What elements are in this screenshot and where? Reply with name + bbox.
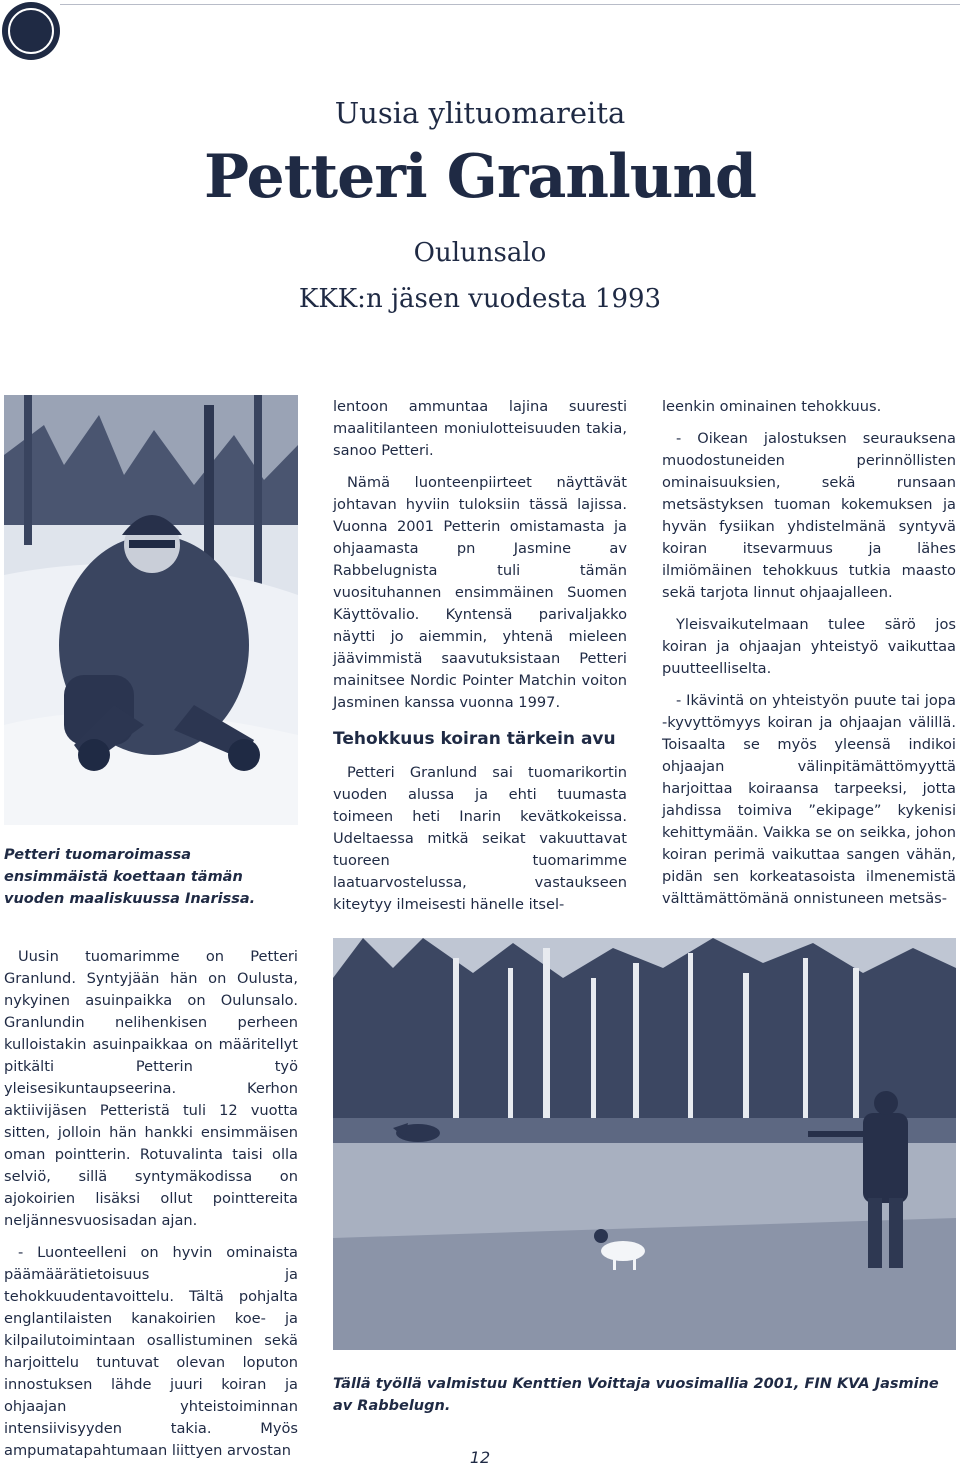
- paragraph: - Luonteelleni on hyvin ominaista päämäärätietoisuus ja tehokkuudentavoittelu. Tältä pohjalta englantilaisten kanakoirien koe- ja kilpailutoimintaan osallistuminen sekä harjoittelu tuntuvat olevan loputon innostuksen lähde juuri koiran ja ohjaajan yhteistoiminnan intensiivisyyden takia. Myös ampumatapahtumaan liittyen arvostan: [4, 1244, 298, 1459]
- paragraph: - Oikean jalostuksen seurauksena muodostuneiden perinnöllisten ominaisuuksien, sekä runsaan metsästyksen tuoman kokemuksen ja hyvän fysiikan yhdistelmänä syntyvä koiran itsevarmuus ja lähes ilmiömäinen tehokkuus tutkia maasto sekä tarjota linnut ohjaajalleen.: [662, 430, 956, 601]
- page-number: 12: [469, 1448, 491, 1467]
- paragraph: leenkin ominainen tehokkuus.: [662, 398, 882, 415]
- hunting-caption: Tällä työllä valmistuu Kenttien Voittaja vuosimallia 2001, FIN KVA Jasmine av Rabbelugn.: [333, 1376, 939, 1414]
- paragraph: Petteri Granlund sai tuomarikortin vuoden alussa ja ehti tuumasta toimeen heti Inarin kevätkokeissa. Udeltaessa mitkä seikat vakuuttavat tuoreen tuomarimme laatuarvostelussa, vastaukseen kiteytyy ilmeisesti hänelle itsel-: [333, 764, 627, 913]
- membership-subtitle: KKK:n jäsen vuodesta 1993: [298, 284, 662, 314]
- paragraph: - Ikävintä on yhteistyön puute tai jopa -kyvyttömyys koiran ja ohjaajan välillä. Toisaalta se myös yleensä indikoi ohjaajan välinpitämättömyyttä harjoittaa koiraansa tarpeeksi, jotta jahdissa toimiva ”ekipage” kykenisi kehittymään. Vaikka se on seikka, johon koiran perimä vaikuttaa sangen vähän, pidän sen korkeatasoista ilmenemistä välttämättömänä onnistuneen metsäs-: [662, 692, 956, 907]
- section-heading: Tehokkuus koiran tärkein avu: [333, 729, 616, 749]
- column-middle: [333, 396, 627, 926]
- paragraph: lentoon ammuntaa lajina suuresti maalitilanteen moniulotteisuuden takia, sanoo Petteri.: [333, 398, 627, 459]
- header-rule: [60, 4, 960, 5]
- hunting-scene-photo: [333, 938, 956, 1350]
- location-subtitle: Oulunsalo: [413, 238, 547, 268]
- judge-portrait-photo: [4, 395, 298, 825]
- article-title: Petteri Granlund: [204, 142, 756, 212]
- club-logo: [2, 2, 60, 60]
- column-left: [4, 946, 298, 1472]
- column-right: [662, 396, 956, 920]
- paragraph: Nämä luonteenpiirteet näyttävät johtavan hyviin tuloksiin tässä lajissa. Vuonna 2001 Petterin omistamasta ja ohjaamasta pn Jasmine av Rabbelugnista tuli tämän vuosituhannen ensimmäinen Suomen Käyttövalio. Kyntensä parivaljakko näytti jo aiemmin, yhtenä mieleen jäävimmistä saavutuksistaan Petteri mainitsee Nordic Pointer Matchin voiton Jasminen kanssa vuonna 1997.: [333, 474, 627, 711]
- paragraph: Uusin tuomarimme on Petteri Granlund. Syntyjään hän on Oulusta, nykyinen asuinpaikka on Oulunsalo. Granlundin nelihenkisen perheen kulloistakin asuinpaikkaa on määritellyt pitkälti Petterin työ yleisesikuntaupseerina. Kerhon aktiivijäsen Petteristä tuli 12 vuotta sitten, jolloin hän hankki ensimmäisen oman pointterin. Rotuvalinta taisi olla selviö, sillä syntymäkodissa on ajokoirien lisäksi ollut pointtereita neljännesvuosisadan ajan.: [4, 948, 298, 1229]
- paragraph: Yleisvaikutelmaan tulee särö jos koiran ja ohjaajan yhteistyö vaikuttaa puutteelliselta.: [662, 616, 956, 677]
- section-kicker: Uusia ylituomareita: [334, 96, 626, 130]
- portrait-caption: Petteri tuomaroimassa ensimmäistä koettaan tämän vuoden maaliskuussa Inarissa.: [4, 847, 256, 907]
